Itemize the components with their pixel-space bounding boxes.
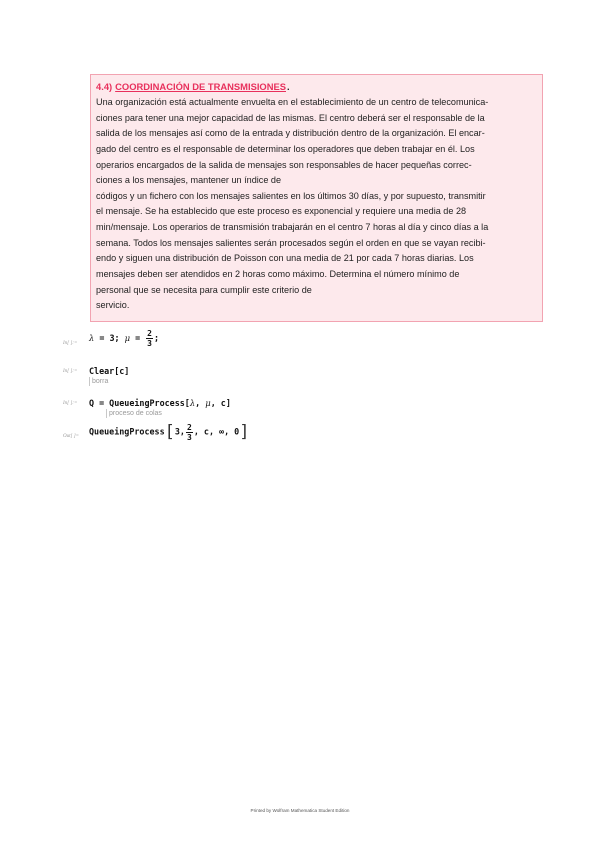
usage-hint-proceso-de-colas: proceso de colas: [106, 409, 162, 418]
mu-symbol: μ: [205, 398, 211, 408]
mu-symbol: μ: [124, 333, 131, 343]
problem-line: min/mensaje. Los operarios de transmisión trabajarán en el centro 7 horas al día y cinco días a la: [96, 222, 489, 233]
fraction-numerator: 2: [147, 329, 152, 338]
lambda-symbol: λ: [189, 398, 196, 408]
fraction-numerator: 2: [186, 422, 192, 432]
queueing-prefix: Q = QueueingProcess[: [89, 398, 190, 408]
queueing-suffix: , c]: [210, 398, 231, 408]
input-cell-3[interactable]: [89, 398, 231, 408]
problem-line: mensajes deben ser atendidos en 2 horas como máximo. Determina el número mínimo de: [96, 269, 460, 280]
input-label-3: In[ ]:=: [63, 401, 78, 406]
assign-three: = 3;: [94, 333, 125, 343]
input-cell-1[interactable]: [89, 329, 159, 348]
problem-line: el mensaje. Se ha establecido que este proceso es exponencial y requiere una media de 28: [96, 206, 467, 217]
output-cell-1[interactable]: [89, 422, 249, 442]
problem-line: salida de los mensajes así como de la entrada y distribución dentro de la organización. El encar-: [96, 128, 485, 139]
problem-line: endo y siguen una distribución de Poisson con una media de 21 por cada 7 horas diarias. Los: [96, 253, 474, 264]
problem-text-cell[interactable]: [90, 74, 543, 322]
section-number: 4.4): [96, 81, 113, 92]
usage-hint-borra: borra: [89, 377, 108, 386]
arg-comma: ,: [195, 398, 206, 408]
fraction-denominator: 3: [186, 432, 192, 442]
output-label-1: Out[ ]=: [63, 434, 80, 439]
fraction-denominator: 3: [147, 339, 152, 348]
bracket-close: ]: [239, 422, 250, 442]
output-head: QueueingProcess: [89, 426, 165, 437]
footer-watermark: Printed by Wolfram Mathematica Student Edition: [250, 808, 350, 813]
problem-line: operarios encargados de la salida de mensajes son responsables de hacer pequeñas correc-: [96, 159, 472, 170]
problem-statement: [96, 95, 537, 314]
lambda-symbol: λ: [89, 333, 95, 343]
problem-line: ciones para tener una mejor capacidad de las mismas. El centro deberá ser el responsable de la: [96, 112, 485, 123]
output-rest: , c, ∞, 0: [193, 426, 240, 437]
section-title-link[interactable]: COORDINACIÓN DE TRANSMISIONES: [115, 81, 286, 92]
problem-line: gado del centro es el responsable de determinar los operadores que deben trabajar en él. Los: [96, 143, 475, 154]
fraction-two-thirds: [186, 423, 193, 442]
problem-line: Una organización está actualmente envuelta en el establecimiento de un centro de telecomunica-: [96, 97, 489, 107]
semicolon: ;: [154, 333, 160, 343]
problem-line: códigos y un fichero con los mensajes salientes en los últimos 30 días, y por supuesto, transmitir: [96, 190, 486, 201]
problem-line: personal que se necesita para cumplir este criterio de: [96, 284, 312, 295]
output-arg-lambda: 3,: [174, 426, 185, 437]
problem-line: servicio.: [96, 300, 130, 311]
section-heading: [96, 79, 537, 95]
input-cell-2[interactable]: Clear[c]: [89, 366, 130, 376]
input-label-2: In[ ]:=: [63, 369, 78, 374]
problem-line: ciones a los mensajes, mantener un índice de: [96, 175, 282, 186]
problem-line: semana. Todos los mensajes salientes serán procesados según el orden en que se vayan recibi-: [96, 237, 486, 248]
section-title-suffix: .: [287, 81, 290, 92]
bracket-open: [: [164, 422, 175, 442]
input-label-1: In[ ]:=: [63, 341, 78, 346]
assign-eq: =: [130, 333, 146, 343]
fraction-two-thirds: [146, 329, 153, 348]
